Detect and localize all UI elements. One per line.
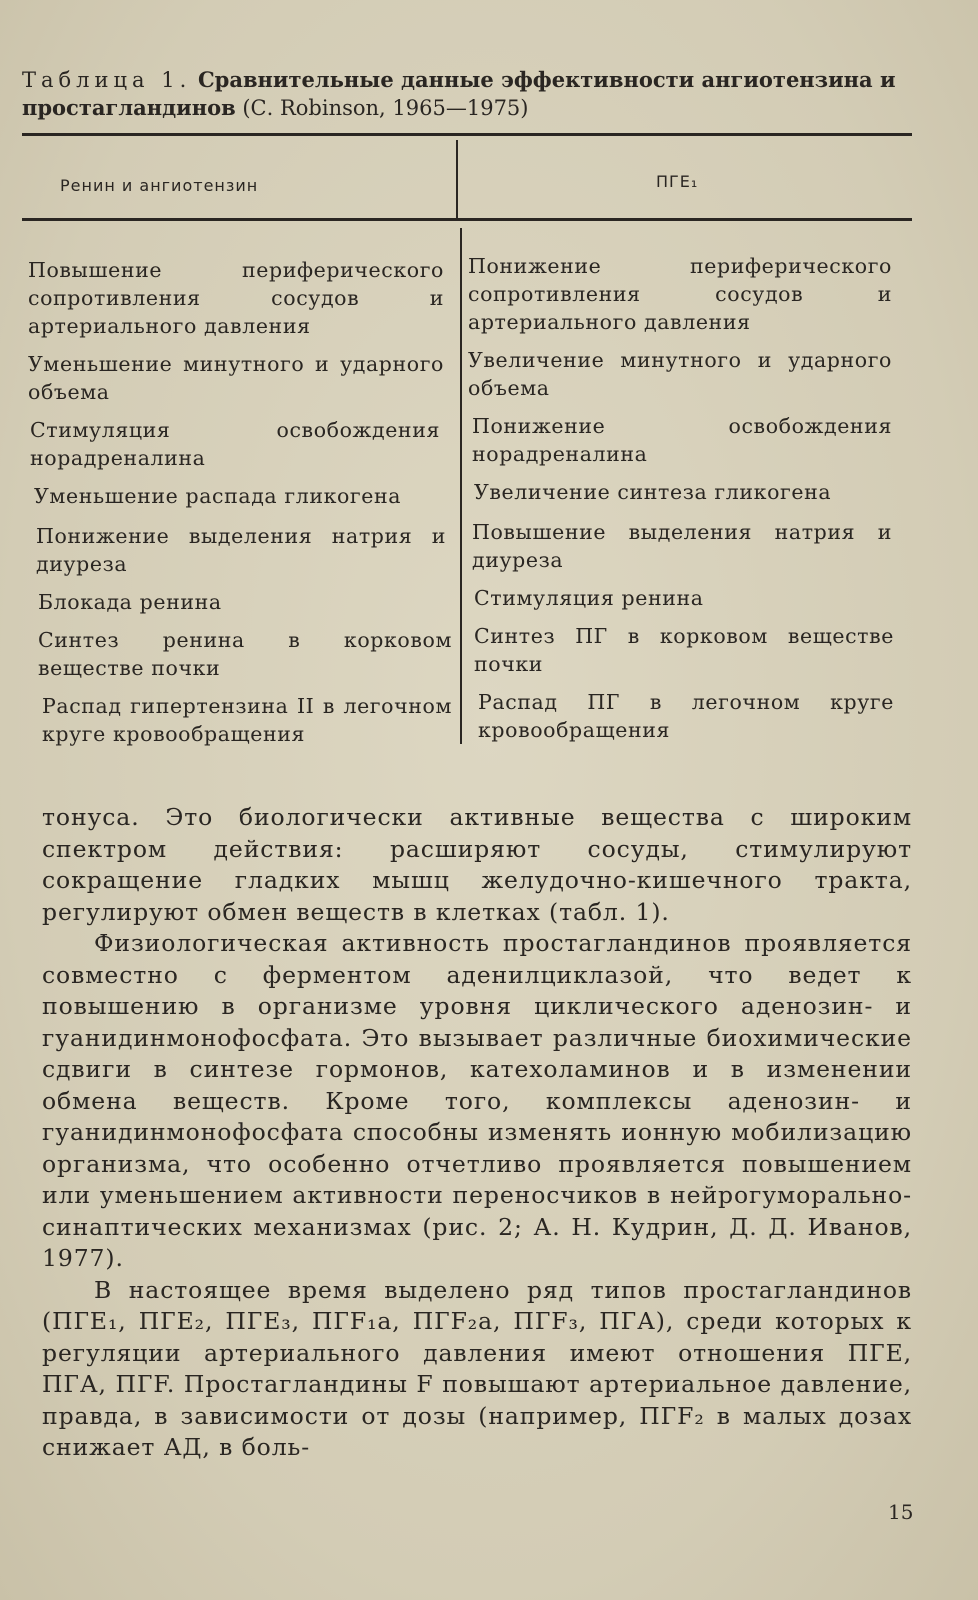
table-cell-left: Повышение периферического сопротивления сосудов и артериального давления: [28, 258, 444, 338]
table-cell-right: Понижение периферического сопротивления сосудов и артериального давления: [468, 254, 892, 334]
table-cell-left: Уменьшение минутного и ударного объема: [28, 352, 444, 404]
table-cell-right: Повышение выделения натрия и диуреза: [472, 520, 892, 572]
column-header-left: Ренин и ангиотензин: [60, 176, 259, 195]
table-cell-left: Распад гипертензина II в легочном круге кровообращения: [42, 694, 452, 746]
table-caption: [22, 66, 912, 122]
paragraph: Физиологическая активность простагландинов проявляется совместно с ферментом аденилциклазой, что ведет к повышению в организме уровня циклического аденозин- и гуанидинмонофосфата. Это вызывает различные биохимические сдвиги в синтезе гормонов, катехоламинов и в изменении обмена веществ. Кроме того, комплексы аденозин- и гуанидинмонофосфата способны изменять ионную мобилизацию организма, что особенно отчетливо проявляется повышением или уменьшением активности переносчиков в нейрогуморально-синаптических механизмах (рис. 2; А. Н. Кудрин, Д. Д. Иванов, 1977).: [42, 929, 912, 1272]
table-cell-left: Блокада ренина: [38, 590, 222, 614]
table-cell-right: Увеличение синтеза гликогена: [474, 480, 832, 504]
page-number: 15: [888, 1500, 914, 1524]
body-text: [42, 802, 912, 1464]
column-header-right: ПГЕ₁: [656, 172, 699, 191]
paragraph: тонуса. Это биологически активные вещества с широким спектром действия: расширяют сосуды, стимулируют сокращение гладких мышц желудочно-кишечного тракта, регулируют обмен веществ в клетках (табл. 1).: [42, 803, 912, 926]
table-cell-right: Стимуляция ренина: [474, 586, 704, 610]
table-top-rule: [22, 133, 912, 136]
table-header-rule: [22, 218, 912, 221]
table-cell-right: Синтез ПГ в корковом веществе почки: [474, 624, 894, 676]
body-column-divider: [460, 228, 462, 744]
table-cell-right: Распад ПГ в легочном круге кровообращения: [478, 690, 894, 742]
header-column-divider: [456, 140, 458, 218]
caption-label: Таблица 1.: [22, 68, 192, 92]
caption-source: (С. Robinson, 1965—1975): [242, 96, 529, 120]
table-cell-left: Уменьшение распада гликогена: [34, 484, 402, 508]
paragraph: В настоящее время выделено ряд типов простагландинов (ПГЕ₁, ПГЕ₂, ПГЕ₃, ПГF₁а, ПГF₂а, ПГF₃, ПГА), среди которых к регуляции артериального давления имеют отношения ПГЕ, ПГА, ПГF. Простагландины F повышают артериальное давление, правда, в зависимости от дозы (например, ПГF₂ в малых дозах снижает АД, в боль-: [42, 1275, 912, 1461]
table-cell-left: Стимуляция освобождения норадреналина: [30, 418, 440, 470]
table-cell-right: Понижение освобождения норадреналина: [472, 414, 892, 466]
caption-title: Сравнительные данные эффективности ангиотензина и простагландинов: [22, 67, 896, 120]
table-cell-right: Увеличение минутного и ударного объема: [468, 348, 892, 400]
table-cell-left: Синтез ренина в корковом веществе почки: [38, 628, 452, 680]
table-cell-left: Понижение выделения натрия и диуреза: [36, 524, 446, 576]
